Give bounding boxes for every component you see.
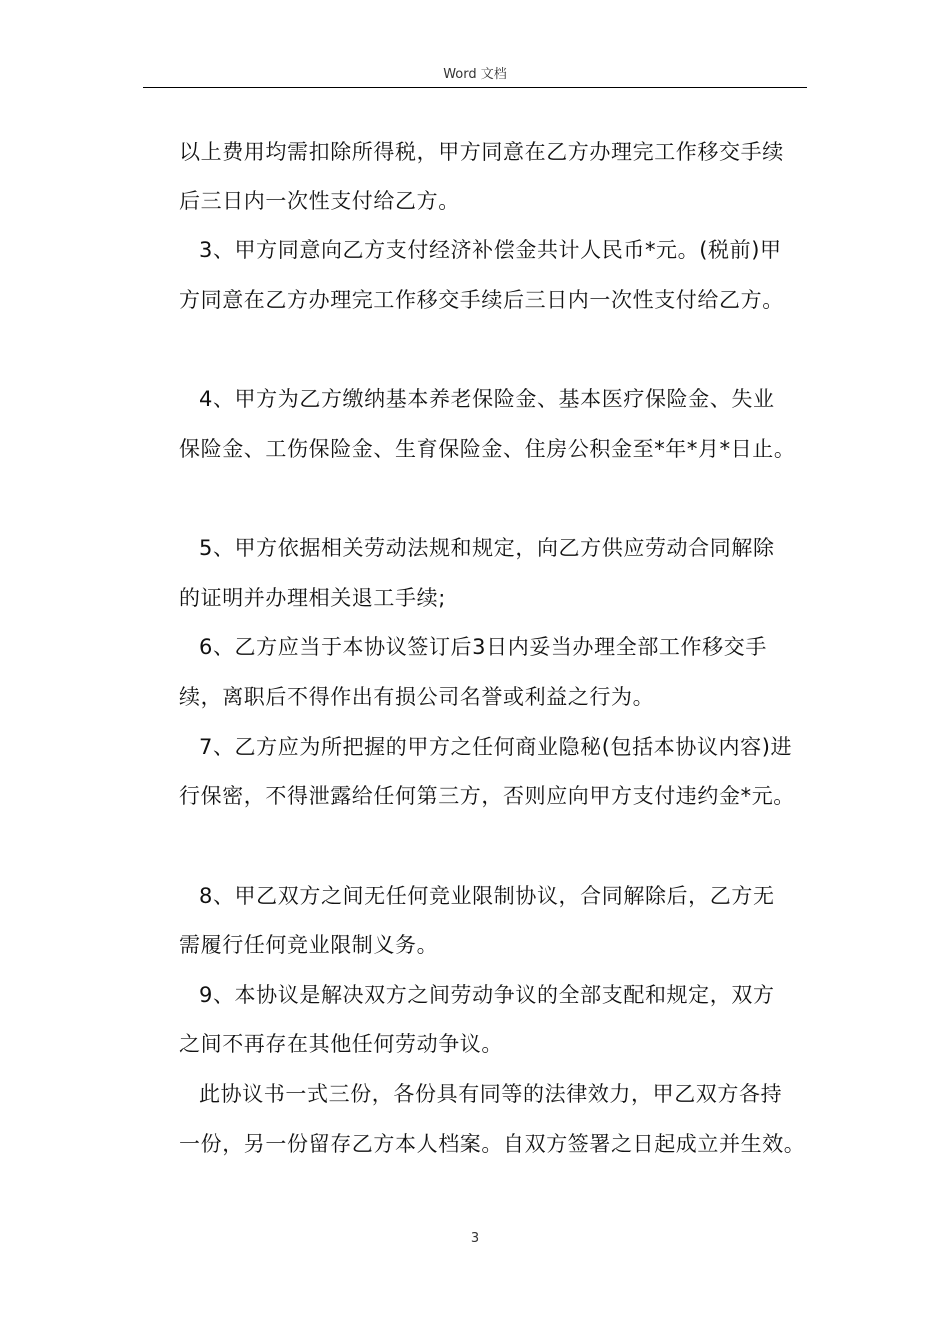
paragraph-line: 6、乙方应当于本协议签订后3日内妥当办理全部工作移交手 (199, 635, 767, 659)
paragraph-line: 续，离职后不得作出有损公司名誉或利益之行为。 (179, 685, 655, 709)
paragraph-line: 此协议书一式三份，各份具有同等的法律效力，甲乙双方各持 (199, 1082, 783, 1106)
paragraph-line: 保险金、工伤保险金、生育保险金、住房公积金至*年*月*日止。 (179, 437, 796, 461)
paragraph-line: 一份，另一份留存乙方本人档案。自双方签署之日起成立并生效。 (179, 1132, 806, 1156)
paragraph-line: 9、本协议是解决双方之间劳动争议的全部支配和规定，双方 (199, 983, 775, 1007)
paragraph-line: 5、甲方依据相关劳动法规和规定，向乙方供应劳动合同解除 (199, 536, 775, 560)
page-header-title: Word 文档 (443, 67, 507, 82)
header-divider (143, 87, 807, 88)
paragraph-line: 后三日内一次性支付给乙方。 (179, 189, 460, 213)
page-number: 3 (470, 1231, 480, 1246)
paragraph-line: 3、甲方同意向乙方支付经济补偿金共计人民币*元。(税前)甲 (199, 238, 782, 262)
paragraph-line: 方同意在乙方办理完工作移交手续后三日内一次性支付给乙方。 (179, 288, 784, 312)
paragraph-line: 之间不再存在其他任何劳动争议。 (179, 1032, 503, 1056)
paragraph-line: 4、甲方为乙方缴纳基本养老保险金、基本医疗保险金、失业 (199, 387, 775, 411)
paragraph-line: 行保密，不得泄露给任何第三方，否则应向甲方支付违约金*元。 (179, 784, 795, 808)
paragraph-line: 7、乙方应为所把握的甲方之任何商业隐秘(包括本协议内容)进 (199, 735, 793, 759)
paragraph-line: 8、甲乙双方之间无任何竞业限制协议，合同解除后，乙方无 (199, 884, 775, 908)
paragraph-line: 的证明并办理相关退工手续; (179, 586, 446, 610)
paragraph-line: 需履行任何竞业限制义务。 (179, 933, 439, 957)
paragraph-line: 以上费用均需扣除所得税，甲方同意在乙方办理完工作移交手续 (179, 140, 784, 164)
